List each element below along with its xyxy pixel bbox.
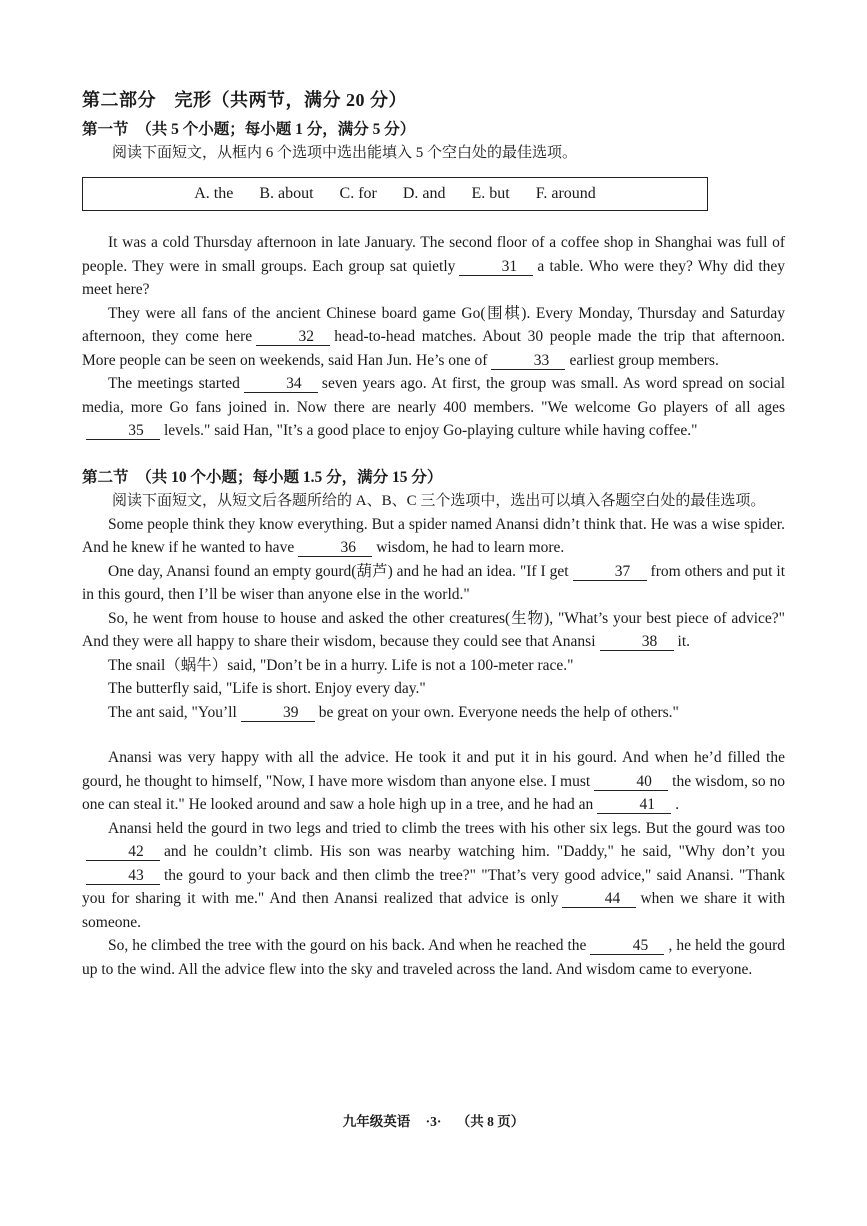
page-footer (0, 1110, 867, 1130)
blank-32: 32 (256, 329, 330, 346)
section2-title: 第二节 （共 10 个小题；每小题 1.5 分，满分 15 分） (82, 468, 443, 486)
passage1-paragraph: They were all fans of the ancient Chinese board game Go(围棋). Every Monday, Thursday and Saturday afternoon, they come here 32 head-to-head matches. About 30 people made the trip that afternoon. More people can be seen on weekends, said Han Jun. He’s one of 33 earliest group members. (82, 304, 785, 369)
passage2-paragraph: Some people think they know everything. But a spider named Anansi didn’t think that. He was a wise spider. And he knew if he wanted to have 36 wisdom, he had to learn more. (82, 515, 785, 556)
blank-41: 41 (597, 797, 671, 814)
section1-title: 第一节 （共 5 个小题；每小题 1 分，满分 5 分） (82, 121, 416, 138)
passage2-paragraph: The ant said, "You’ll 39 be great on your own. Everyone needs the help of others." (108, 703, 679, 721)
option-d: D. and (402, 185, 446, 202)
option-c: C. for (339, 185, 377, 202)
blank-38: 38 (600, 634, 674, 651)
passage2-paragraph: So, he climbed the tree with the gourd on his back. And when he reached the 45 , he held the gourd up to the wind. All the advice flew into the sky and traveled across the land. And wisdom came to everyone. (82, 937, 785, 978)
passage2-paragraph: The snail（蜗牛）said, "Don’t be in a hurry. Life is not a 100-meter race." (108, 656, 574, 674)
option-f: F. around (535, 185, 596, 202)
passage1-paragraph: It was a cold Thursday afternoon in late January. The second floor of a coffee shop in Shanghai was full of people. They were in small groups. Each group sat quietly 31 a table. Who were they? Why did they meet here? (82, 234, 786, 298)
blank-44: 44 (562, 891, 636, 908)
passage1-paragraph: The meetings started 34 seven years ago. At first, the group was small. As word spread on social media, more Go fans joined in. Now there are nearly 400 members. "We welcome Go players of all ages35 levels." said Han, "It’s a good place to enjoy Go-playing culture while having coffee." (82, 375, 786, 439)
option-b: B. about (259, 185, 314, 202)
option-a: A. the (194, 185, 234, 202)
footer-page-number: ·3· (425, 1114, 442, 1129)
passage2-paragraph: So, he went from house to house and asked the other creatures(生物), "What’s your best piece of advice?" And they were all happy to share their wisdom, because they could see that Anansi 38 it. (82, 609, 785, 650)
section1-instruction: 阅读下面短文，从框内 6 个选项中选出能填入 5 个空白处的最佳选项。 (112, 145, 578, 161)
blank-42: 42 (86, 844, 160, 861)
blank-37: 37 (573, 564, 647, 581)
passage2-paragraph: Anansi held the gourd in two legs and tried to climb the trees with his other six legs. But the gourd was too42 and he couldn’t climb. His son was nearby watching him. "Daddy," he said, "Why don’t you43 the gourd to your back and then climb the tree?" "That’s very good advice," said Anansi. "Thank you for sharing it with me." And then Anansi realized that advice is only 44 when we share it with someone. (82, 819, 785, 931)
blank-31: 31 (459, 259, 533, 276)
blank-43: 43 (86, 868, 160, 885)
section2-instruction: 阅读下面短文，从短文后各题所给的 A、B、C 三个选项中，选出可以填入各题空白处的最佳选项。 (112, 492, 766, 509)
blank-45: 45 (590, 938, 664, 955)
blank-39: 39 (241, 705, 315, 722)
blank-34: 34 (244, 376, 318, 393)
footer-subject: 九年级英语 (342, 1114, 411, 1129)
footer-total-pages: （共 8 页） (456, 1114, 525, 1129)
part-title: 第二部分 完形（共两节，满分 20 分） (82, 90, 407, 110)
options-box (82, 177, 708, 211)
blank-36: 36 (298, 540, 372, 557)
passage2-paragraph: Anansi was very happy with all the advice. He took it and put it in his gourd. And when he’d filled the gourd, he thought to himself, "Now, I have more wisdom than anyone else. I must 40 the wisdom, so no one can steal it." He looked around and saw a hole high up in a tree, and he had an 41 . (82, 749, 785, 813)
page-content (82, 86, 785, 981)
blank-40: 40 (594, 774, 668, 791)
option-e: E. but (471, 185, 510, 202)
passage2-paragraph: The butterfly said, "Life is short. Enjoy every day." (108, 680, 426, 697)
passage2-paragraph: One day, Anansi found an empty gourd(葫芦) and he had an idea. "If I get 37 from others and put it in this gourd, then I’ll be wiser than anyone else in the world." (82, 562, 785, 603)
blank-33: 33 (491, 353, 565, 370)
blank-35: 35 (86, 423, 160, 440)
